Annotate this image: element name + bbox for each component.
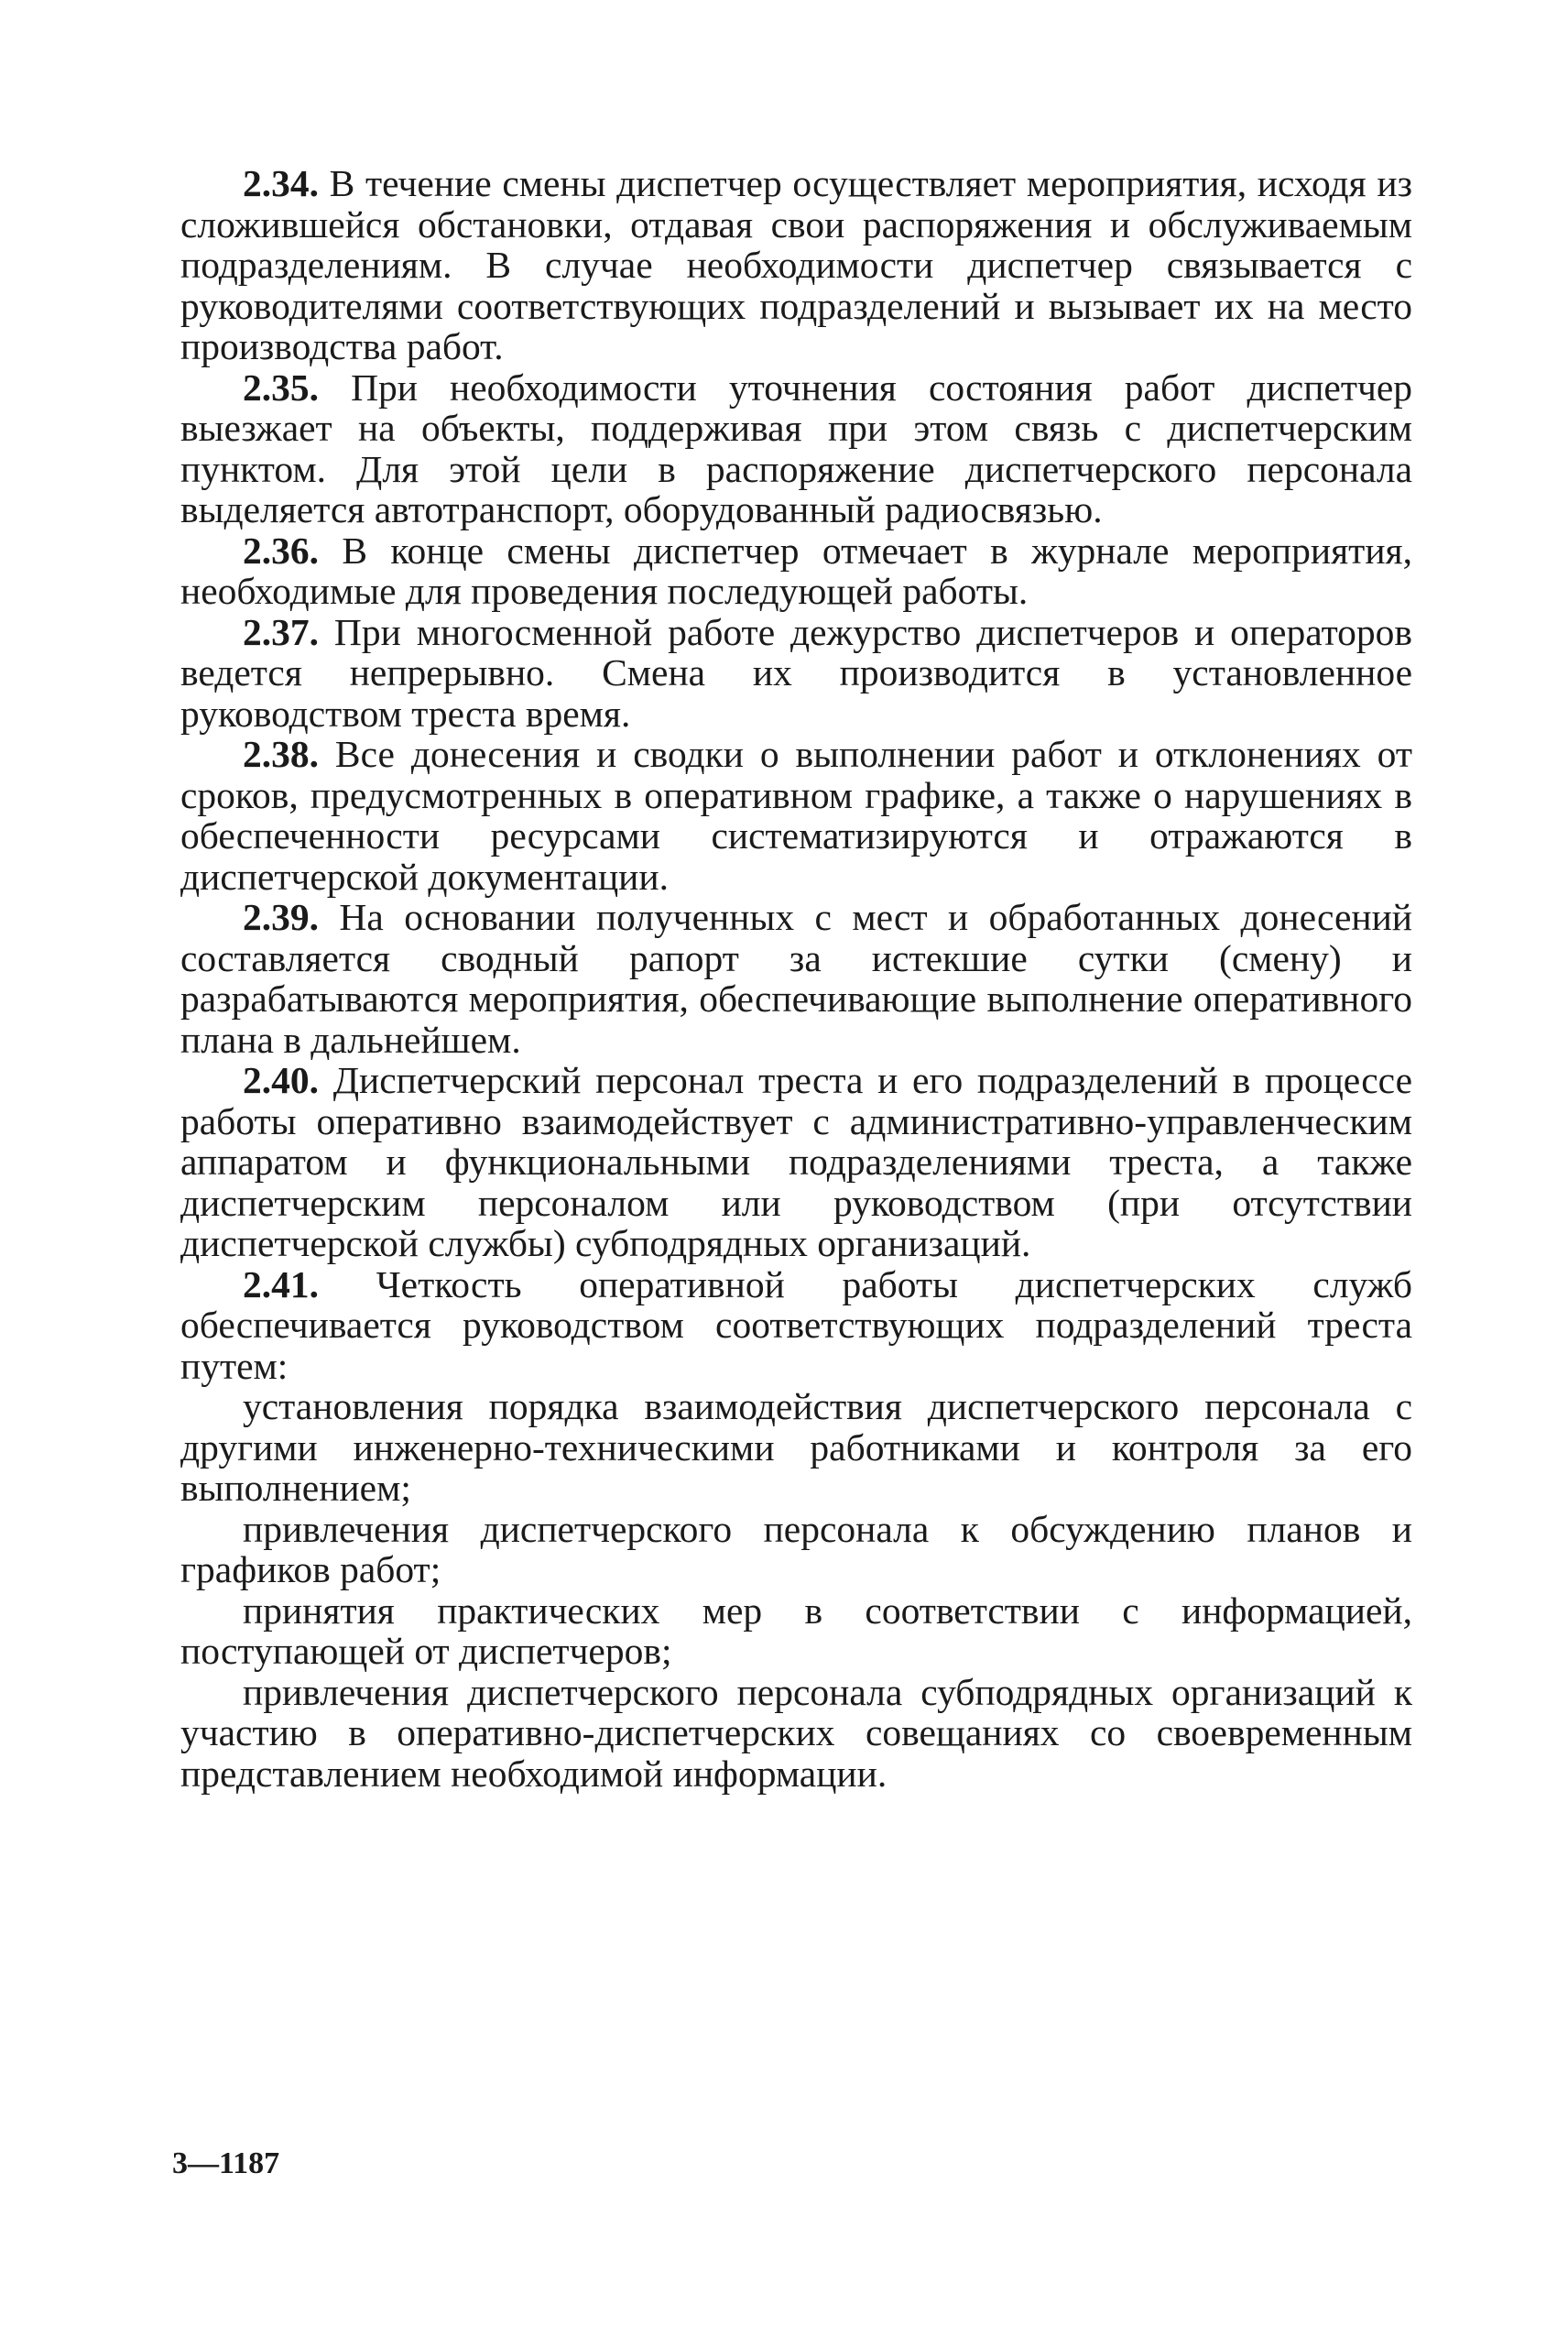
document-body bbox=[180, 163, 1412, 1794]
paragraph-2-34 bbox=[180, 163, 1412, 367]
paragraph-text: При многосменной работе дежурство диспетчеров и операторов ведется непрерывно. Смена их производится в установленное руководством треста время. bbox=[180, 610, 1412, 735]
paragraph-number: 2.41. bbox=[243, 1262, 319, 1305]
paragraph-text: Диспетчерский персонал треста и его подразделений в процессе работы оперативно взаимодействует с административно-управленческим аппаратом и функциональными подразделениями треста, а также диспетчерским персоналом или руководством (при отсутствии диспетчерской службы) субподрядных организаций. bbox=[180, 1059, 1412, 1264]
paragraph-2-41 bbox=[180, 1264, 1412, 1387]
paragraph-number: 2.36. bbox=[243, 529, 319, 572]
paragraph-text: На основании полученных с мест и обработанных донесений составляется сводный рапорт за истекшие сутки (смену) и разрабатываются мероприятия, обеспечивающие выполнение оперативного плана в дальнейшем. bbox=[180, 896, 1413, 1061]
paragraph-2-39 bbox=[180, 897, 1412, 1060]
list-item: установления порядка взаимодействия диспетчерского персонала с другими инженерно-техническими работниками и контроля за его выполнением; bbox=[180, 1385, 1412, 1509]
list-item: принятия практических мер в соответствии с информацией, поступающей от диспетчеров; bbox=[180, 1589, 1412, 1672]
paragraph-2-37 bbox=[180, 612, 1412, 735]
paragraph-text: В течение смены диспетчер осуществляет мероприятия, исходя из сложившейся обстановки, отдавая свои распоряжения и обслуживаемым подразделениям. В случае необходимости диспетчер связывается с руководителями соответствующих подразделений и вызывает их на место производства работ. bbox=[180, 162, 1413, 367]
printer-signature: 3—1187 bbox=[172, 2146, 280, 2180]
paragraph-2-40 bbox=[180, 1060, 1412, 1264]
paragraph-number: 2.39. bbox=[243, 896, 319, 938]
paragraph-number: 2.37. bbox=[243, 610, 319, 653]
list-item: привлечения диспетчерского персонала субподрядных организаций к участию в оперативно-диспетчерских совещаниях со своевременным представлением необходимой информации. bbox=[180, 1670, 1412, 1795]
paragraph-text: Четкость оперативной работы диспетчерских служб обеспечивается руководством соответствующих подразделений треста путем: bbox=[180, 1262, 1412, 1387]
paragraph-text: В конце смены диспетчер отмечает в журнале мероприятия, необходимые для проведения последующей работы. bbox=[180, 529, 1412, 612]
paragraph-text: Все донесения и сводки о выполнении работ и отклонениях от сроков, предусмотренных в оперативном графике, а также о нарушениях в обеспеченности ресурсами систематизируются и отражаются в диспетчерской документации. bbox=[180, 733, 1412, 898]
paragraph-number: 2.35. bbox=[243, 366, 319, 409]
paragraph-2-35 bbox=[180, 367, 1412, 530]
paragraph-number: 2.40. bbox=[243, 1059, 319, 1101]
paragraph-number: 2.38. bbox=[243, 733, 319, 775]
paragraph-text: При необходимости уточнения состояния работ диспетчер выезжает на объекты, поддерживая при этом связь с диспетчерским пунктом. Для этой цели в распоряжение диспетчерского персонала выделяется автотранспорт, оборудованный радиосвязью. bbox=[180, 366, 1412, 530]
paragraph-2-38 bbox=[180, 734, 1412, 897]
list-item: привлечения диспетчерского персонала к обсуждению планов и графиков работ; bbox=[180, 1507, 1412, 1590]
paragraph-number: 2.34. bbox=[243, 162, 319, 204]
paragraph-2-36 bbox=[180, 530, 1412, 612]
